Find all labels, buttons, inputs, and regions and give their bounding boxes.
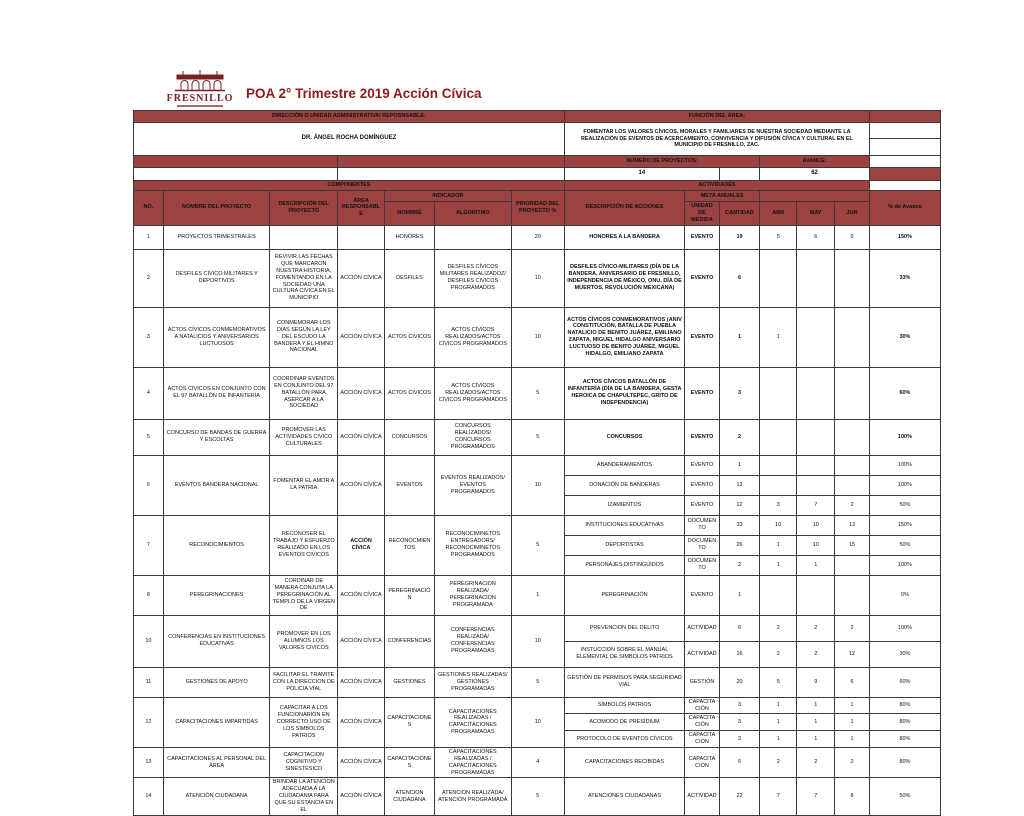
action-may [797, 367, 835, 419]
indicator-name: EVENTOS [384, 455, 434, 515]
indicator-name: DESFILES [384, 249, 434, 307]
action-description: PEREGRINACIÓN [564, 575, 684, 615]
num-proyectos-label: NÚMERO DE PROYECTOS: [564, 156, 759, 168]
project-priority: 5 [511, 419, 564, 455]
col-header-abr: ABR [760, 202, 797, 226]
action-description: ACTOS CÍVICOS CONMEMORATIVOS (ANIV CONSTITUCIÓN, BATALLA DE PUEBLA NATALICIO DE BENITO JUÁREZ, EMILIANO ZAPATA, MIGUEL HIDALGO ANIVERSARIO LUCTUOSO DE BENITO JUÁREZ, MIGUEL HIDALGO, EMILIANO ZAPATA [564, 307, 684, 367]
action-description: DESFILES CÍVICO-MILITARES (DÍA DE LA BANDERA, ANIVERSARIO DE FRESNILLO, INDEPENDENCIA DE MÉXICO, ONU, DÍA DE MUERTOS, REVOLUCIÓN MEXICANA) [564, 249, 684, 307]
action-jun: 1 [835, 714, 870, 731]
action-description: HONORES A LA BANDERA [564, 225, 684, 249]
action-description: ACTOS CÍVICOS BATALLÓN DE INFANTERÍA (DÍA DE LA BANDERA, GESTA HEROICA DE CHAPULTEPEC, GRITO DE INDEPENDENCIA) [564, 367, 684, 419]
action-may: 1 [797, 731, 835, 748]
table-row [134, 615, 941, 641]
action-abr [760, 367, 797, 419]
action-avance: 0% [869, 575, 940, 615]
project-area: ACCIÓN CÍVICA [338, 515, 385, 575]
action-jun: 6 [835, 667, 870, 697]
project-name: CONFERENCIAS EN INSTITUCIONES EDUCATIVAS [163, 615, 270, 667]
project-priority: 4 [511, 747, 564, 778]
indicator-algorithm: DESFILES CÍVICOS MILITARES REALIZADOZ/ DESFILES CIVICOS PROGRAMADOS [434, 249, 511, 307]
indicator-name: PEREGRINACIÓN [384, 575, 434, 615]
indicator-name: ACTOS CIVICOS [384, 307, 434, 367]
action-jun [835, 555, 870, 575]
project-area: ACCIÓN CÍVICA [338, 747, 385, 778]
project-description: PROMOVER EN LOS ALUMNOS LOS VALORES CIVICOS [270, 615, 338, 667]
project-no: 5 [134, 419, 164, 455]
project-no: 7 [134, 515, 164, 575]
action-description: INSTITUCIONES EDUCATIVAS [564, 515, 684, 535]
avance-label: AVANCE: [760, 156, 870, 168]
action-description: SÍMBOLOS PATRIOS [564, 697, 684, 714]
action-qty: 6 [719, 747, 759, 778]
direccion-header: DIRECCIÓN O UNIDAD ADMINISTRATIVA/ REPOSNSABLE: [134, 111, 565, 123]
project-name: CAPACITACIONES IMPARTIDAS [163, 697, 270, 747]
months-band [760, 191, 870, 202]
project-priority: 10 [511, 249, 564, 307]
project-description: BRINDAR LA ATENCION ADECUADA A LA CIUDADANIA PARA QUE SU ESTANCIA EN EL [270, 778, 338, 815]
project-description: COORDINAR EVENTOS EN CONJUNTO DEL 97 BATALLÓN PARA ASERCAR A LA SOCIEDAD [270, 367, 338, 419]
action-avance: 100% [869, 419, 940, 455]
indicator-name: HONORES [384, 225, 434, 249]
num-proyectos-value: 14 [564, 168, 719, 181]
componentes-band: COMPONENTES [134, 181, 565, 191]
project-area: ACCIÓN CÍVICA [338, 615, 385, 667]
project-area: ACCIÓN CÍVICA [338, 778, 385, 815]
action-may [797, 455, 835, 475]
action-may: 1 [797, 555, 835, 575]
action-may: 10 [797, 535, 835, 555]
project-area: ACCIÓN CÍVICA [338, 419, 385, 455]
action-description: DONACIÓN DE BANDERAS [564, 475, 684, 495]
project-no: 8 [134, 575, 164, 615]
action-abr: 2 [760, 747, 797, 778]
project-description: RECONOSER EL TRABAJO Y ESFUERZO REALIZADO EN LOS EVENTOS CIVICOS [270, 515, 338, 575]
project-name: GESTIONES DE APOYO [163, 667, 270, 697]
spacer-white-left2 [338, 168, 565, 181]
action-qty: 12 [719, 495, 759, 515]
project-description: CORDINAR DE MANERA CONJUTA LA PEREGRINACIÓN AL TEMPLO DE LA VIRGEN DE [270, 575, 338, 615]
project-priority: 5 [511, 367, 564, 419]
action-may: 10 [797, 515, 835, 535]
project-no: 1 [134, 225, 164, 249]
action-description: ABANDERAMIENTOS [564, 455, 684, 475]
action-jun: 13 [835, 515, 870, 535]
indicator-algorithm: GESTIONES REALIZADAS/ GESTIONES PROGRAMADAS [434, 667, 511, 697]
project-no: 4 [134, 367, 164, 419]
action-jun: 2 [835, 747, 870, 778]
project-no: 10 [134, 615, 164, 667]
project-no: 12 [134, 697, 164, 747]
action-jun [835, 419, 870, 455]
action-jun: 1 [835, 697, 870, 714]
project-name: PEREGRINACIONES [163, 575, 270, 615]
action-may: 2 [797, 615, 835, 641]
action-abr [760, 575, 797, 615]
action-unit: ACTIVIDAD [685, 641, 720, 667]
action-avance: 100% [869, 475, 940, 495]
project-area: ACCIÓN CÍVICA [338, 697, 385, 747]
col-header-jun: JUN [835, 202, 870, 226]
action-jun: 1 [835, 731, 870, 748]
action-abr: 10 [760, 515, 797, 535]
action-description: PREVENCION DEL DELITO [564, 615, 684, 641]
action-may [797, 307, 835, 367]
col-header-no: NO. [134, 191, 164, 226]
project-no: 11 [134, 667, 164, 697]
col-header-nombre: NOMBRE DEL PROYECTO [163, 191, 270, 226]
action-qty: 6 [719, 615, 759, 641]
spacer-red-left [134, 156, 338, 168]
table-row [134, 249, 941, 307]
action-may: 2 [797, 641, 835, 667]
project-description: CAPACITACION COGNITIVO Y SINESTESICO [270, 747, 338, 778]
action-unit: EVENTO [685, 475, 720, 495]
action-avance: 80% [869, 731, 940, 748]
table-row [134, 225, 941, 249]
spacer-small [719, 168, 759, 181]
action-qty: 20 [719, 667, 759, 697]
action-unit: CAPACITACIÓN [685, 747, 720, 778]
project-name: DESFILES CÍVICO MILITARES Y DEPORTIVOS [163, 249, 270, 307]
action-qty: 2 [719, 419, 759, 455]
action-unit: EVENTO [685, 495, 720, 515]
action-jun [835, 475, 870, 495]
action-unit: CAPACITACIÓN [685, 714, 720, 731]
indicator-algorithm: ACTOS CÍVICOS REALIZADOS/ACTOS CÍVICOS PROGRAMADOS [434, 307, 511, 367]
project-area: ACCIÓN CÍVICA [338, 575, 385, 615]
indicator-name: RECONOCMIENTOS [384, 515, 434, 575]
project-description: REVIVIR LAS FECHAS QUE MARCARON NUESTRA HISTORIA, FOMENTANDO EN LA SOCIEDAD UNA CULTURA CIVICA EN EL MUNICIPIO [270, 249, 338, 307]
indicator-name: CONCURSOS [384, 419, 434, 455]
action-abr: 7 [760, 778, 797, 815]
col-header-desc-acciones: DESCRIPCIÓN DE ACCIONES [564, 191, 684, 226]
table-row [134, 307, 941, 367]
action-qty: 22 [719, 778, 759, 815]
action-may [797, 575, 835, 615]
project-no: 2 [134, 249, 164, 307]
action-description: ATENCIONES CIUDADANAS [564, 778, 684, 815]
table-row [134, 575, 941, 615]
action-unit: EVENTO [685, 455, 720, 475]
action-qty: 2 [719, 555, 759, 575]
action-avance: 50% [869, 535, 940, 555]
funcion-header: FUNCIÓN DEL ÁREA: [564, 111, 869, 123]
action-abr [760, 419, 797, 455]
indicator-name: CONFERENCIAS [384, 615, 434, 667]
action-may: 7 [797, 778, 835, 815]
indicator-algorithm: CONFERENCIAS REALIZADA/ CONFERENCIAS PROGRAMADAS [434, 615, 511, 667]
poa-table [133, 110, 941, 816]
col-header-area: ÁREA RESPONSABLE [338, 191, 385, 226]
indicator-algorithm: CONCURSOS REALIZADOS/ CONCURSOS PROGRAMADOS [434, 419, 511, 455]
project-area: ACCIÓN CÍVICA [338, 307, 385, 367]
project-description [270, 225, 338, 249]
action-unit: GESTIÓN [685, 667, 720, 697]
project-priority: 10 [511, 307, 564, 367]
action-jun [835, 455, 870, 475]
action-abr: 1 [760, 307, 797, 367]
col-header-ind-nombre: NOMBRE [384, 202, 434, 226]
project-description: FOMENTAR EL AMOR A LA PATRIA [270, 455, 338, 515]
action-avance: 50% [869, 495, 940, 515]
meta-anuales-band: META ANUALES [685, 191, 760, 202]
action-abr: 5 [760, 225, 797, 249]
action-abr [760, 249, 797, 307]
avance-value: 62 [760, 168, 870, 181]
action-avance: 80% [869, 747, 940, 778]
action-description: CONCURSOS [564, 419, 684, 455]
action-qty: 6 [719, 249, 759, 307]
project-area: ACCIÓN CÍVICA [338, 667, 385, 697]
indicator-name: ATENCION CIUDADANA [384, 778, 434, 815]
action-qty: 13 [719, 475, 759, 495]
project-priority: 5 [511, 778, 564, 815]
action-may [797, 419, 835, 455]
indicator-algorithm: CAPACITACIONES REALIZADAS / CAPACITACIONES PROGRAMADAS [434, 747, 511, 778]
table-row [134, 515, 941, 535]
action-unit: EVENTO [685, 419, 720, 455]
action-qty: 19 [719, 225, 759, 249]
action-avance: 60% [869, 667, 940, 697]
action-jun [835, 575, 870, 615]
action-avance: 30% [869, 641, 940, 667]
action-description: PROTOCOLO DE EVENTOS CÍVICOS [564, 731, 684, 748]
logo-tagline [177, 105, 223, 107]
project-no: 6 [134, 455, 164, 515]
action-jun: 2 [835, 495, 870, 515]
action-abr: 2 [760, 641, 797, 667]
action-abr: 3 [760, 495, 797, 515]
project-no: 3 [134, 307, 164, 367]
action-qty: 3 [719, 714, 759, 731]
indicator-algorithm: EVENTOS REALIZADOS/ EVENTOS PROGRAMADOS [434, 455, 511, 515]
action-may: 1 [797, 697, 835, 714]
action-may [797, 249, 835, 307]
action-unit: EVENTO [685, 249, 720, 307]
action-unit: ACTIVIDAD [685, 615, 720, 641]
action-may: 9 [797, 667, 835, 697]
indicator-name: CAPACITACIONES [384, 697, 434, 747]
page-title: POA 2° Trimestre 2019 Acción Cívica [246, 86, 482, 101]
funcion-text: FOMENTAR LOS VALORES CÍVICOS, MORALES Y FAMILIARES DE NUESTRA SOCIEDAD MEDIANTE LA REALIZACIÓN DE EVENTOS DE ACERCAMIENTO, CONVIVENCIA Y DIFUSIÓN CÍVICA Y CULTURAL EN EL MUNICIPIO DE FRESNILLO, ZAC. [564, 123, 869, 156]
action-description: GESTIÓN DE PERMISOS PARA SEGURIDAD VIAL [564, 667, 684, 697]
action-jun [835, 367, 870, 419]
project-area: ACCIÓN CÍVICA [338, 249, 385, 307]
project-priority: 10 [511, 615, 564, 667]
project-description: PROMOVER LAS ACTIVIDADES CIVICO CULTURALES [270, 419, 338, 455]
action-may: 2 [797, 747, 835, 778]
action-may [797, 475, 835, 495]
spacer-white-left [134, 168, 338, 181]
project-priority: 1 [511, 575, 564, 615]
action-qty: 3 [719, 697, 759, 714]
action-abr: 1 [760, 697, 797, 714]
project-description: FACILITAR EL TRAMITE CON LA DIRECCION DE POLICIA VÍAL [270, 667, 338, 697]
project-no: 13 [134, 747, 164, 778]
project-priority: 5 [511, 515, 564, 575]
action-jun [835, 249, 870, 307]
action-qty: 16 [719, 641, 759, 667]
action-description: PERSONAJES DISTINGUIDOS [564, 555, 684, 575]
action-description: IZAMIENTOS [564, 495, 684, 515]
action-jun [835, 307, 870, 367]
action-may: 6 [797, 225, 835, 249]
spacer-red-left2 [338, 156, 565, 168]
action-avance: 50% [869, 778, 940, 815]
project-name: CONCURSO DE BANDAS DE GUERRA Y ESCOLTAS [163, 419, 270, 455]
action-description: DEPORTISTAS [564, 535, 684, 555]
project-area [338, 225, 385, 249]
action-unit: EVENTO [685, 307, 720, 367]
action-unit: DOCUMENTO [685, 515, 720, 535]
action-abr: 5 [760, 667, 797, 697]
actividades-band: ACTIVIDADES [564, 181, 869, 191]
action-avance: 80% [869, 714, 940, 731]
indicator-algorithm: ACTOS CÍVICOS REALIZADOS/ACTOS CÍVICOS PROGRAMADOS [434, 367, 511, 419]
action-unit: EVENTO [685, 225, 720, 249]
action-abr: 1 [760, 555, 797, 575]
action-jun: 15 [835, 535, 870, 555]
action-qty: 1 [719, 575, 759, 615]
project-area: ACCIÓN CÍVICA [338, 455, 385, 515]
table-row [134, 778, 941, 815]
action-abr: 2 [760, 615, 797, 641]
indicator-algorithm: PEREGRINACION REALIZADA/ PEREGRINACION PROGRAMADA [434, 575, 511, 615]
col-header-prioridad: PRIORIDAD DEL PROYECTO % [511, 191, 564, 226]
action-abr [760, 475, 797, 495]
action-jun: 6 [835, 225, 870, 249]
indicador-band: INDICADOR [384, 191, 511, 202]
side-boxes [869, 123, 940, 156]
table-row [134, 455, 941, 475]
action-may: 7 [797, 495, 835, 515]
project-name: CAPACITACIONES AL PERSONAL DEL ÁREA [163, 747, 270, 778]
col-header-algoritmo: ALGORITMO [434, 202, 511, 226]
project-name: ACTOS CÍVICOS EN CONJUNTO CON EL 97 BATALLÓN DE INFANTERÍA [163, 367, 270, 419]
project-area: ACCIÓN CÍVICA [338, 367, 385, 419]
side-box-red [869, 168, 940, 181]
action-abr: 1 [760, 731, 797, 748]
project-name: ATENCIÓN CIUDADANA [163, 778, 270, 815]
action-avance: 100% [869, 455, 940, 475]
side-box [869, 156, 940, 168]
project-description: CONMEMORAR LOS DÍAS SEGÚN LA LEY DEL ESCUDO LA BANDERA Y EL HIMNO NACIONAL [270, 307, 338, 367]
action-qty: 33 [719, 515, 759, 535]
action-avance: 80% [869, 697, 940, 714]
indicator-algorithm: ATENCION REALIZADA/ ATENCIÓN PROGRAMADA [434, 778, 511, 815]
action-description: ACOMODO DE PRESÍDIUM [564, 714, 684, 731]
indicator-algorithm [434, 225, 511, 249]
col-header-may: MAY [797, 202, 835, 226]
corner-cell [869, 111, 940, 123]
action-qty: 1 [719, 455, 759, 475]
project-no: 14 [134, 778, 164, 815]
action-jun: 2 [835, 615, 870, 641]
table-row [134, 697, 941, 714]
action-unit: CAPACITACIÓN [685, 731, 720, 748]
indicator-algorithm: CAPACITACIONES REALIZADAS / CAPACITACIONES PROGRAMADAS [434, 697, 511, 747]
table-row [134, 367, 941, 419]
action-avance: 150% [869, 515, 940, 535]
action-unit: DOCUMENTO [685, 535, 720, 555]
logo-wordmark: FRESNILLO [166, 93, 234, 104]
action-description: INSTUCCION SOBRE EL MANUAL ELEMENTAL DE SIMBOLOS PATRIOS [564, 641, 684, 667]
action-jun: 12 [835, 641, 870, 667]
action-avance: 30% [869, 307, 940, 367]
col-header-avance: % de Avance [869, 191, 940, 226]
fresnillo-logo [168, 70, 232, 107]
action-qty: 26 [719, 535, 759, 555]
col-header-unidad: UNIDAD DE MEDIDA [685, 202, 720, 226]
table-row [134, 667, 941, 697]
action-avance: 60% [869, 367, 940, 419]
action-jun: 8 [835, 778, 870, 815]
table-row [134, 747, 941, 778]
action-abr [760, 455, 797, 475]
project-name: ACTOS CÍVICOS CONMEMORATIVOS A NATALICIOS Y ANIVERSARIOS LUCTUOSOS [163, 307, 270, 367]
project-description: CAPACITAR A LOS FUNCIONARION EN CORRECTO USO DE LOS SIMBOLOS PATRIOS [270, 697, 338, 747]
action-qty: 3 [719, 731, 759, 748]
responsable-name: DR. ÁNGEL ROCHA DOMÍNGUEZ [134, 123, 565, 156]
col-header-cantidad: CANTIDAD [719, 202, 759, 226]
project-name: RECONOCIMIENTOS [163, 515, 270, 575]
action-unit: EVENTO [685, 367, 720, 419]
action-avance: 33% [869, 249, 940, 307]
document-header [168, 70, 482, 107]
indicator-name: ACTOS CIVICOS [384, 367, 434, 419]
project-priority: 10 [511, 455, 564, 515]
project-priority: 10 [511, 697, 564, 747]
project-name: PROYECTOS TRIMESTRALES [163, 225, 270, 249]
action-abr: 1 [760, 714, 797, 731]
indicator-algorithm: RECONOCIMINETOS ENTREGADORS/ RECONOCIMINETOS PROGRAMADOS [434, 515, 511, 575]
table-row [134, 419, 941, 455]
building-icon [173, 70, 227, 92]
indicator-name: GESTIONES [384, 667, 434, 697]
action-avance: 100% [869, 615, 940, 641]
action-description: CAPACITACIONES RECIBIDAS [564, 747, 684, 778]
action-avance: 150% [869, 225, 940, 249]
action-qty: 3 [719, 367, 759, 419]
action-unit: ACTIVIDAD [685, 778, 720, 815]
indicator-name: CAPACITACIÓNES [384, 747, 434, 778]
action-abr: 1 [760, 535, 797, 555]
project-priority: 20 [511, 225, 564, 249]
action-unit: CAPACITACIÓN [685, 697, 720, 714]
action-may: 1 [797, 714, 835, 731]
col-header-descripcion: DESCRIPCIÓN DEL PROYECTO [270, 191, 338, 226]
side-box [869, 181, 940, 191]
action-unit: DOCUMENTO [685, 555, 720, 575]
action-avance: 100% [869, 555, 940, 575]
action-unit: EVENTO [685, 575, 720, 615]
action-qty: 1 [719, 307, 759, 367]
project-priority: 5 [511, 667, 564, 697]
project-name: EVENTOS BANDERA NACIONAL [163, 455, 270, 515]
